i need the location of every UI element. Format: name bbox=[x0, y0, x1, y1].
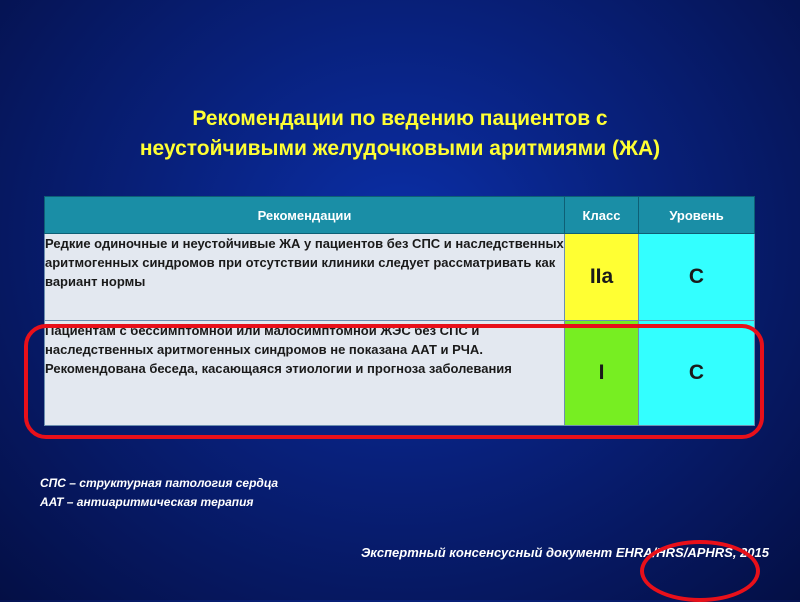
header-recommendations: Рекомендации bbox=[45, 197, 565, 234]
level-cell: C bbox=[639, 321, 755, 426]
table-header-row bbox=[45, 197, 755, 234]
header-level: Уровень bbox=[639, 197, 755, 234]
class-cell: IIa bbox=[565, 234, 639, 321]
abbreviations bbox=[40, 474, 278, 512]
abbreviation-sps: СПС – структурная патология сердца bbox=[40, 476, 279, 490]
slide-title-line-2: неустойчивыми желудочковыми аритмиями (ЖА) bbox=[139, 137, 661, 160]
source-citation: Экспертный консенсусный документ EHRA/HRS/APHRS, 2015 bbox=[360, 545, 769, 560]
abbreviation-aat: ААТ – антиаритмическая терапия bbox=[40, 495, 254, 509]
header-class: Класс bbox=[565, 197, 639, 234]
level-cell: C bbox=[639, 234, 755, 321]
table-row bbox=[45, 234, 755, 321]
slide-title-line-1: Рекомендации по ведению пациентов с bbox=[192, 107, 608, 130]
class-cell: I bbox=[565, 321, 639, 426]
slide-title bbox=[0, 104, 800, 164]
recommendation-text: Пациентам с бессимптомной или малосимптомной ЖЭС без СПС и наследственных аритмогенных синдромов не показана ААТ и РЧА. Рекомендована беседа, касающаяся этиологии и прогноза заболевания bbox=[45, 321, 565, 426]
source-highlight-circle bbox=[640, 540, 760, 602]
recommendation-text: Редкие одиночные и неустойчивые ЖА у пациентов без СПС и наследственных аритмогенных синдромов при отсутствии клиники следует рассматривать как вариант нормы bbox=[45, 234, 565, 321]
row-highlight-outline bbox=[24, 324, 764, 439]
